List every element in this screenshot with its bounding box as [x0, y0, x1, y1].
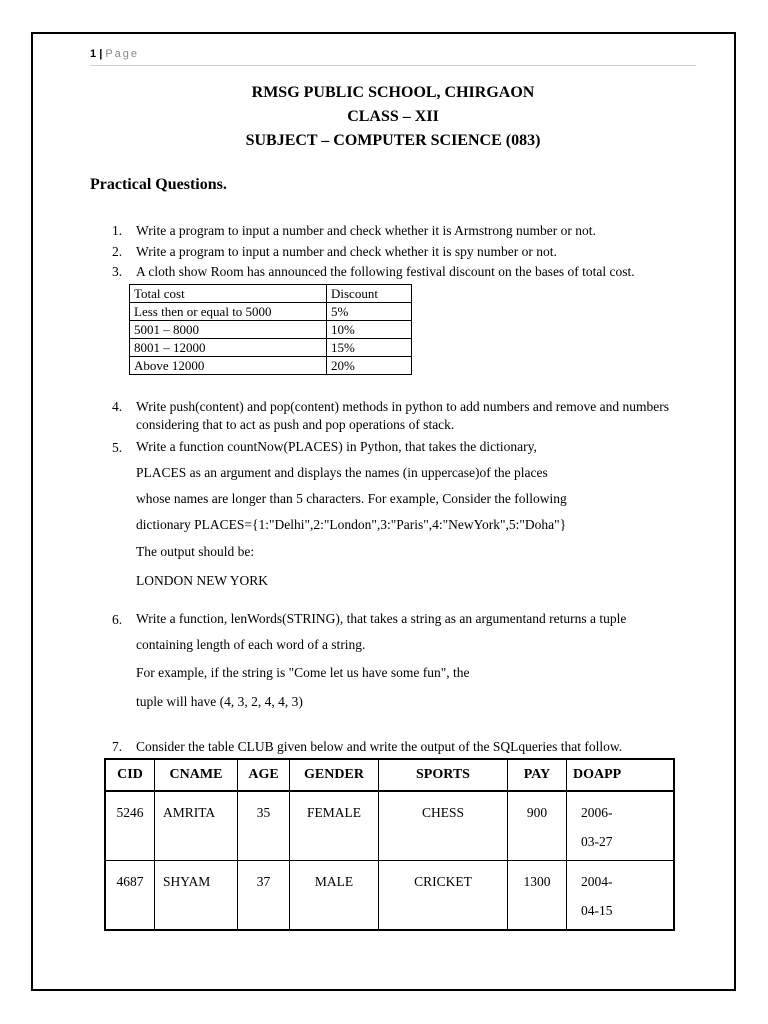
table-cell: 1300	[508, 861, 567, 931]
club-table	[104, 758, 675, 931]
table-cell: Less then or equal to 5000	[130, 303, 327, 321]
table-cell: 900	[508, 791, 567, 861]
page-label: Page	[105, 48, 140, 60]
subject-title: SUBJECT – COMPUTER SCIENCE (083)	[245, 132, 541, 149]
table-cell: CRICKET	[379, 861, 508, 931]
table-row	[130, 339, 412, 357]
question-text: Write push(content) and pop(content) methods in python to add numbers and remove and numbers considering that to act as push and pop operations of stack.	[136, 399, 669, 432]
table-header-cell: SPORTS	[379, 759, 508, 791]
table-cell: MALE	[290, 861, 379, 931]
question-number: 7.	[112, 739, 123, 754]
question-text: Write a program to input a number and check whether it is spy number or not.	[136, 244, 557, 259]
table-header-cell: CID	[105, 759, 155, 791]
date-part: 04-15	[581, 903, 613, 918]
table-header-cell: AGE	[238, 759, 290, 791]
table-cell	[567, 791, 675, 861]
question-number: 6.	[112, 612, 123, 627]
table-cell: 5246	[105, 791, 155, 861]
table-cell: 37	[238, 861, 290, 931]
output-text: LONDON NEW YORK	[136, 573, 268, 588]
page-number: 1	[90, 48, 97, 60]
table-row	[130, 357, 412, 375]
table-cell: 4687	[105, 861, 155, 931]
section-title: Practical Questions.	[90, 176, 227, 193]
question-number: 3.	[112, 264, 123, 279]
table-cell: Above 12000	[130, 357, 327, 375]
question-text-line: dictionary PLACES={1:"Delhi",2:"London",3:"Paris",4:"NewYork",5:"Doha"}	[136, 517, 567, 532]
question-text-line: containing length of each word of a string.	[136, 637, 366, 652]
question-text-line: PLACES as an argument and displays the names (in uppercase)of the places	[136, 465, 548, 480]
page-header	[90, 46, 696, 66]
question-text: Consider the table CLUB given below and write the output of the SQLqueries that follow.	[136, 739, 623, 754]
question-7	[112, 738, 716, 756]
question-text-line: whose names are longer than 5 characters. For example, Consider the following	[136, 491, 567, 506]
date-part: 2006-	[581, 805, 613, 820]
question-number: 4.	[112, 399, 123, 414]
table-cell: CHESS	[379, 791, 508, 861]
table-cell: SHYAM	[155, 861, 238, 931]
question-2	[112, 243, 706, 261]
question-number: 1.	[112, 223, 123, 238]
table-cell: 8001 – 12000	[130, 339, 327, 357]
question-text-line: For example, if the string is "Come let us have some fun", the	[136, 665, 470, 680]
question-text-line: Write a function countNow(PLACES) in Python, that takes the dictionary,	[136, 439, 537, 454]
question-4	[112, 398, 696, 434]
question-1	[112, 222, 706, 240]
table-cell: FEMALE	[290, 791, 379, 861]
discount-table	[129, 284, 412, 375]
table-header-cell: PAY	[508, 759, 567, 791]
class-title: CLASS – XII	[347, 108, 439, 125]
table-cell: 35	[238, 791, 290, 861]
table-cell	[567, 861, 675, 931]
question-text-line: tuple will have (4, 3, 2, 4, 4, 3)	[136, 694, 303, 709]
question-text: Write a program to input a number and check whether it is Armstrong number or not.	[136, 223, 596, 238]
table-cell: 10%	[327, 321, 412, 339]
date-part: 2004-	[581, 874, 613, 889]
table-cell: AMRITA	[155, 791, 238, 861]
table-header-cell: CNAME	[155, 759, 238, 791]
table-header-cell: GENDER	[290, 759, 379, 791]
table-header-cell: Total cost	[130, 285, 327, 303]
question-number: 2.	[112, 244, 123, 259]
table-cell: 15%	[327, 339, 412, 357]
table-header-cell: Discount	[327, 285, 412, 303]
table-header-row	[130, 285, 412, 303]
table-row	[130, 303, 412, 321]
table-cell: 5001 – 8000	[130, 321, 327, 339]
table-cell: 5%	[327, 303, 412, 321]
question-text: A cloth show Room has announced the following festival discount on the bases of total cost.	[136, 264, 635, 279]
table-cell: 20%	[327, 357, 412, 375]
date-part: 03-27	[581, 834, 613, 849]
school-title: RMSG PUBLIC SCHOOL, CHIRGAON	[251, 84, 535, 101]
table-row	[105, 791, 674, 861]
table-header-cell: DOAPP	[567, 759, 675, 791]
question-text-line: The output should be:	[136, 544, 255, 559]
table-header-row	[105, 759, 674, 791]
question-3	[112, 263, 716, 281]
table-row	[105, 861, 674, 931]
header-separator: |	[99, 48, 103, 60]
question-number: 5.	[112, 440, 123, 455]
table-row	[130, 321, 412, 339]
question-text-line: Write a function, lenWords(STRING), that takes a string as an argumentand returns a tuple	[136, 611, 627, 626]
